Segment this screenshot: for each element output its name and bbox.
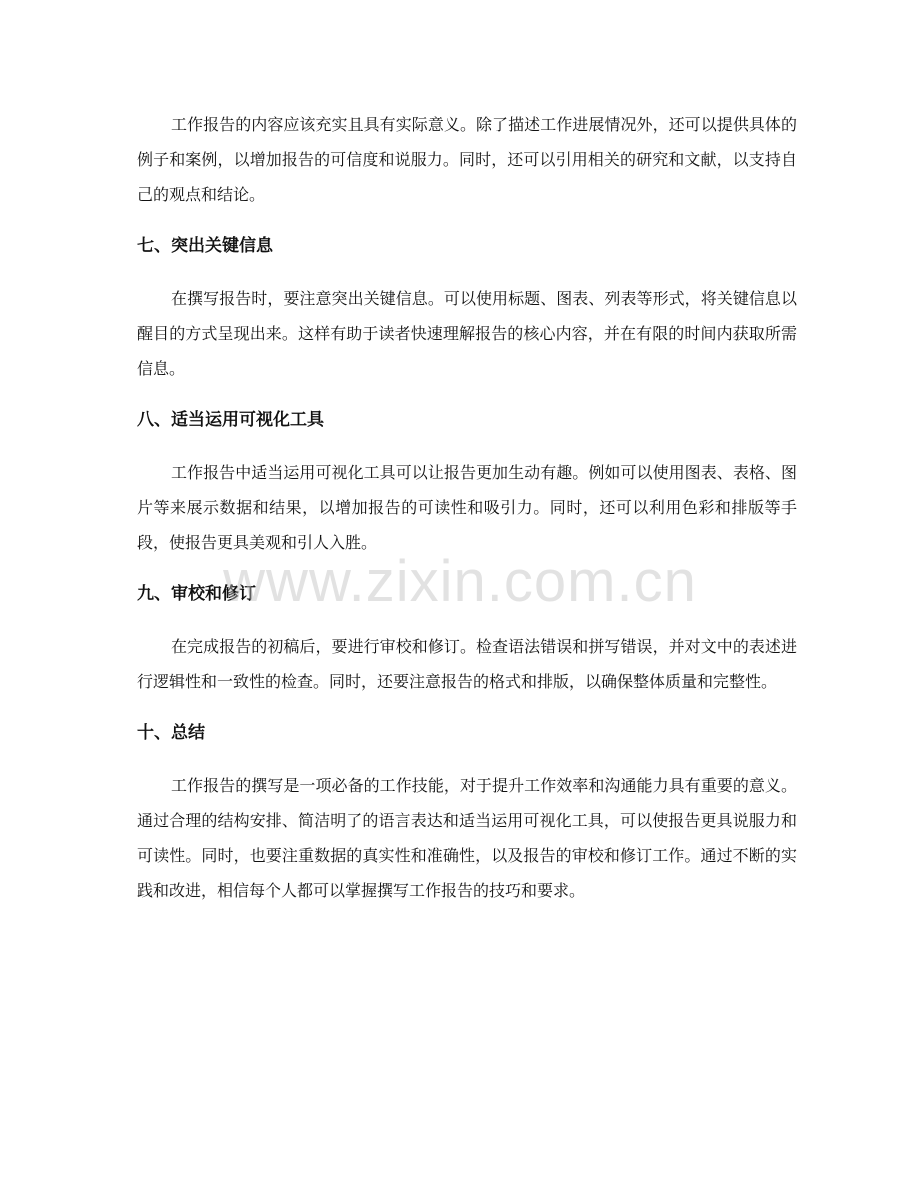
paragraph-visualization: 工作报告中适当运用可视化工具可以让报告更加生动有趣。例如可以使用图表、表格、图片等来展示数据和结果，以增加报告的可读性和吸引力。同时，还可以利用色彩和排版等手段，使报告更具美观和引人入胜。 (137, 463, 797, 552)
watermark: www.zixin.com.cn (223, 549, 697, 614)
document-body (137, 107, 797, 908)
section-heading-8: 八、适当运用可视化工具 (137, 410, 324, 430)
section-heading-10: 十、总结 (137, 723, 205, 743)
paragraph-review: 在完成报告的初稿后，要进行审校和修订。检查语法错误和拼写错误，并对文中的表述进行逻辑性和一致性的检查。同时，还要注意报告的格式和排版，以确保整体质量和完整性。 (137, 637, 797, 691)
paragraph-key-info: 在撰写报告时，要注意突出关键信息。可以使用标题、图表、列表等形式，将关键信息以醒目的方式呈现出来。这样有助于读者快速理解报告的核心内容，并在有限的时间内获取所需信息。 (137, 289, 797, 378)
section-heading-7: 七、突出关键信息 (137, 236, 273, 256)
paragraph-content-substance: 工作报告的内容应该充实且具有实际意义。除了描述工作进展情况外，还可以提供具体的例子和案例，以增加报告的可信度和说服力。同时，还可以引用相关的研究和文献，以支持自己的观点和结论。 (137, 115, 797, 204)
paragraph-summary: 工作报告的撰写是一项必备的工作技能，对于提升工作效率和沟通能力具有重要的意义。通过合理的结构安排、简洁明了的语言表达和适当运用可视化工具，可以使报告更具说服力和可读性。同时，也要注重数据的真实性和准确性，以及报告的审校和修订工作。通过不断的实践和改进，相信每个人都可以掌握撰写工作报告的技巧和要求。 (137, 776, 797, 900)
section-heading-9: 九、审校和修订 (137, 584, 256, 604)
